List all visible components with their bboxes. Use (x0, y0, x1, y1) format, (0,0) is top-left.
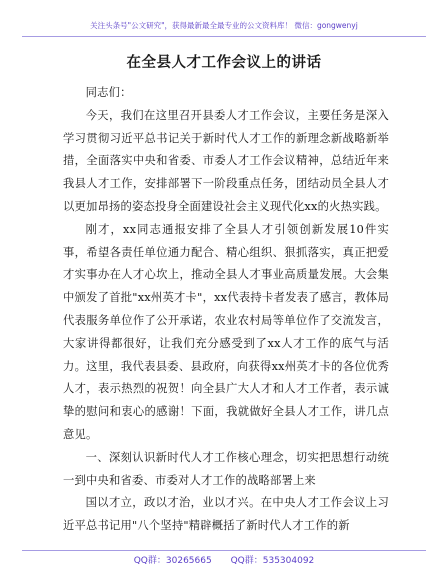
promo-header: 关注头条号"公文研究"，获得最新最全最专业的公文资料库！ 微信：gongwenyj (90, 21, 358, 30)
document-body (63, 82, 389, 538)
paragraph: 刚才，xx同志通报安排了全县人才引领创新发展10件实事，希望各责任单位通力配合、精心组织、狠抓落实，真正把爱才实事办在人才心坎上，推动全县人才事业高质量发展。大会集中颁发了首批"xx州英才卡"，xx代表持卡者发表了感言，教体局代表服务单位作了公开承诺，农业农村局等单位作了交流发言，大家讲得都很好，让我们充分感受到了xx人才工作的底气与活力。这里，我代表县委、县政府，向获得xx州英才卡的各位优秀人才，表示热烈的祝贺！向全县广大人才和人才工作者，表示诚挚的慰问和衷心的感谢！下面，我就做好全县人才工作，讲几点意见。 (63, 222, 389, 441)
promo-footer (0, 553, 448, 566)
qq-group-2: QQ群：535304092 (230, 556, 315, 566)
header-divider (22, 36, 426, 37)
footer-divider (22, 550, 426, 551)
qq-group-1: QQ群：30265665 (133, 556, 212, 566)
document-title: 在全县人才工作会议上的讲话 (126, 55, 322, 71)
section-heading: 一、深刻认识新时代人才工作核心理念，切实把思想行动统一到中央和省委、市委对人才工作的战略部署上来 (63, 450, 389, 487)
paragraph: 国以才立，政以才治，业以才兴。在中央人才工作会议上习近平总书记用"八个坚持"精辟概括了新时代人才工作的新 (63, 496, 389, 533)
salutation: 同志们： (85, 86, 132, 99)
paragraph: 今天，我们在这里召开县委人才工作会议，主要任务是深入学习贯彻习近平总书记关于新时代人才工作的新理念新战略新举措，全面落实中央和省委、市委人才工作会议精神，总结近年来我县人才工作，安排部署下一阶段重点任务，团结动员全县人才以更加昂扬的姿态投身全面建设社会主义现代化xx的火热实践。 (63, 108, 389, 213)
